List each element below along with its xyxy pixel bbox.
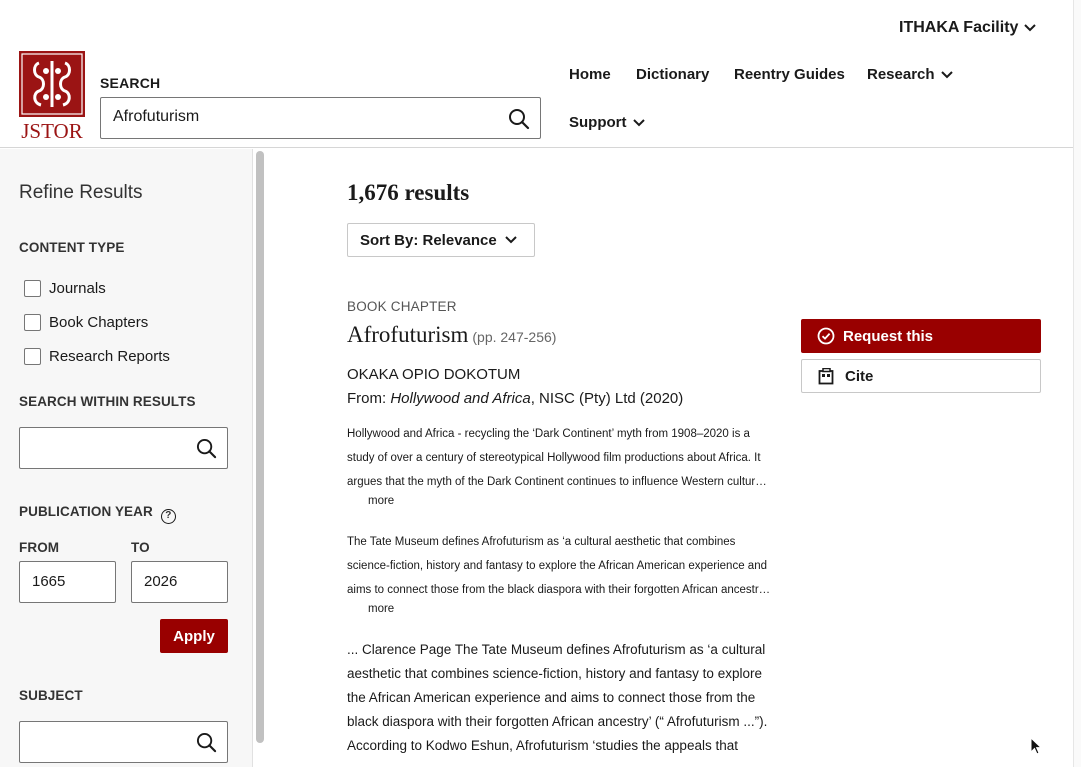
snippet-excerpt: The Tate Museum defines Afrofuturism as ‘a cultural aesthetic that combines science-fiction, history and fantasy to explore the African American experience and aims to connect those from the black diaspora with their forgotten African ancestr… bbox=[347, 536, 771, 596]
nav-support[interactable]: Support bbox=[569, 114, 645, 131]
item-author[interactable]: OKAKA OPIO DOKOTUM bbox=[347, 366, 521, 383]
search-icon[interactable] bbox=[508, 108, 530, 130]
book-title-link[interactable]: Hollywood and Africa bbox=[390, 390, 531, 407]
help-icon[interactable]: ? bbox=[161, 509, 176, 524]
facility-label: ITHAKA Facility bbox=[899, 19, 1019, 36]
sort-dropdown[interactable] bbox=[347, 223, 535, 257]
search-icon[interactable] bbox=[196, 732, 217, 753]
item-pages: (pp. 247-256) bbox=[472, 329, 557, 345]
publication-year-label: PUBLICATION YEAR ? bbox=[19, 504, 176, 524]
more-link[interactable]: more bbox=[368, 603, 395, 615]
checkbox[interactable] bbox=[24, 280, 41, 297]
sort-label: Sort By: Relevance bbox=[360, 231, 497, 249]
chevron-down-icon bbox=[1024, 24, 1036, 32]
checkbox[interactable] bbox=[24, 314, 41, 331]
search-input[interactable] bbox=[113, 108, 493, 126]
from-label: FROM bbox=[19, 540, 60, 555]
item-title-text[interactable]: Afrofuturism bbox=[347, 322, 469, 347]
search-within-label: SEARCH WITHIN RESULTS bbox=[19, 394, 196, 409]
checkbox-label: Journals bbox=[49, 280, 106, 297]
subject-search-input[interactable] bbox=[19, 721, 228, 763]
filter-journals[interactable] bbox=[24, 280, 106, 297]
year-to-input[interactable]: 2026 bbox=[131, 561, 228, 603]
item-source: From: Hollywood and Africa, NISC (Pty) Ltd (2020) bbox=[347, 390, 684, 407]
facility-menu[interactable] bbox=[899, 19, 1036, 37]
search-within-input[interactable] bbox=[19, 427, 228, 469]
content-type-label: CONTENT TYPE bbox=[19, 240, 125, 255]
sidebar-scrollbar[interactable] bbox=[256, 151, 264, 743]
refine-results-heading: Refine Results bbox=[19, 182, 143, 203]
filter-book-chapters[interactable] bbox=[24, 314, 148, 331]
mouse-cursor-icon bbox=[1030, 737, 1042, 755]
results-count: 1,676 results bbox=[347, 180, 470, 205]
subject-label: SUBJECT bbox=[19, 688, 83, 703]
item-type: BOOK CHAPTER bbox=[347, 299, 457, 314]
chevron-down-icon bbox=[505, 236, 517, 244]
item-title[interactable] bbox=[347, 322, 556, 348]
cite-button[interactable] bbox=[801, 359, 1041, 393]
request-button[interactable] bbox=[801, 319, 1041, 353]
chevron-down-icon bbox=[633, 119, 645, 127]
logo-wordmark: JSTOR bbox=[21, 119, 83, 143]
request-label: Request this bbox=[843, 327, 934, 345]
nav-reentry-guides[interactable]: Reentry Guides bbox=[734, 66, 845, 83]
snippet-abstract: Hollywood and Africa - recycling the ‘Dark Continent’ myth from 1908–2020 is a study of over a century of stereotypical Hollywood film productions about Africa. It argues that the myth of the Dark Continent continues to influence Western cultur… bbox=[347, 428, 767, 488]
to-label: TO bbox=[131, 540, 150, 555]
nav-research[interactable]: Research bbox=[867, 66, 953, 83]
cite-label: Cite bbox=[845, 367, 874, 385]
search-label: SEARCH bbox=[100, 75, 161, 91]
apply-button[interactable]: Apply bbox=[160, 619, 228, 653]
site-header bbox=[0, 0, 1073, 148]
window-edge bbox=[1073, 0, 1081, 767]
year-from-input[interactable]: 1665 bbox=[19, 561, 116, 603]
jstor-logo[interactable] bbox=[19, 51, 85, 141]
checkbox-label: Research Reports bbox=[49, 348, 170, 365]
nav-home[interactable]: Home bbox=[569, 66, 611, 83]
check-circle-icon bbox=[817, 327, 835, 345]
nav-dictionary[interactable]: Dictionary bbox=[636, 66, 710, 83]
filter-research-reports[interactable] bbox=[24, 348, 170, 365]
checkbox-label: Book Chapters bbox=[49, 314, 149, 331]
search-icon[interactable] bbox=[196, 438, 217, 459]
logo-emblem bbox=[19, 51, 85, 117]
chevron-down-icon bbox=[941, 71, 953, 79]
checkbox[interactable] bbox=[24, 348, 41, 365]
more-link[interactable]: more bbox=[368, 495, 395, 507]
cite-icon bbox=[818, 368, 835, 385]
snippet-fulltext: ... Clarence Page The Tate Museum defines Afrofuturism as ‘a cultural aesthetic that combines science-fiction, history and fantasy to explore the African American experience and aims to connect those from the black diaspora with their forgotten African ancestry’ (“ Afrofuturism ...”). According to Kodwo Eshun, Afrofuturism ‘studies the appeals that bbox=[347, 642, 768, 753]
search-box[interactable] bbox=[100, 97, 541, 139]
